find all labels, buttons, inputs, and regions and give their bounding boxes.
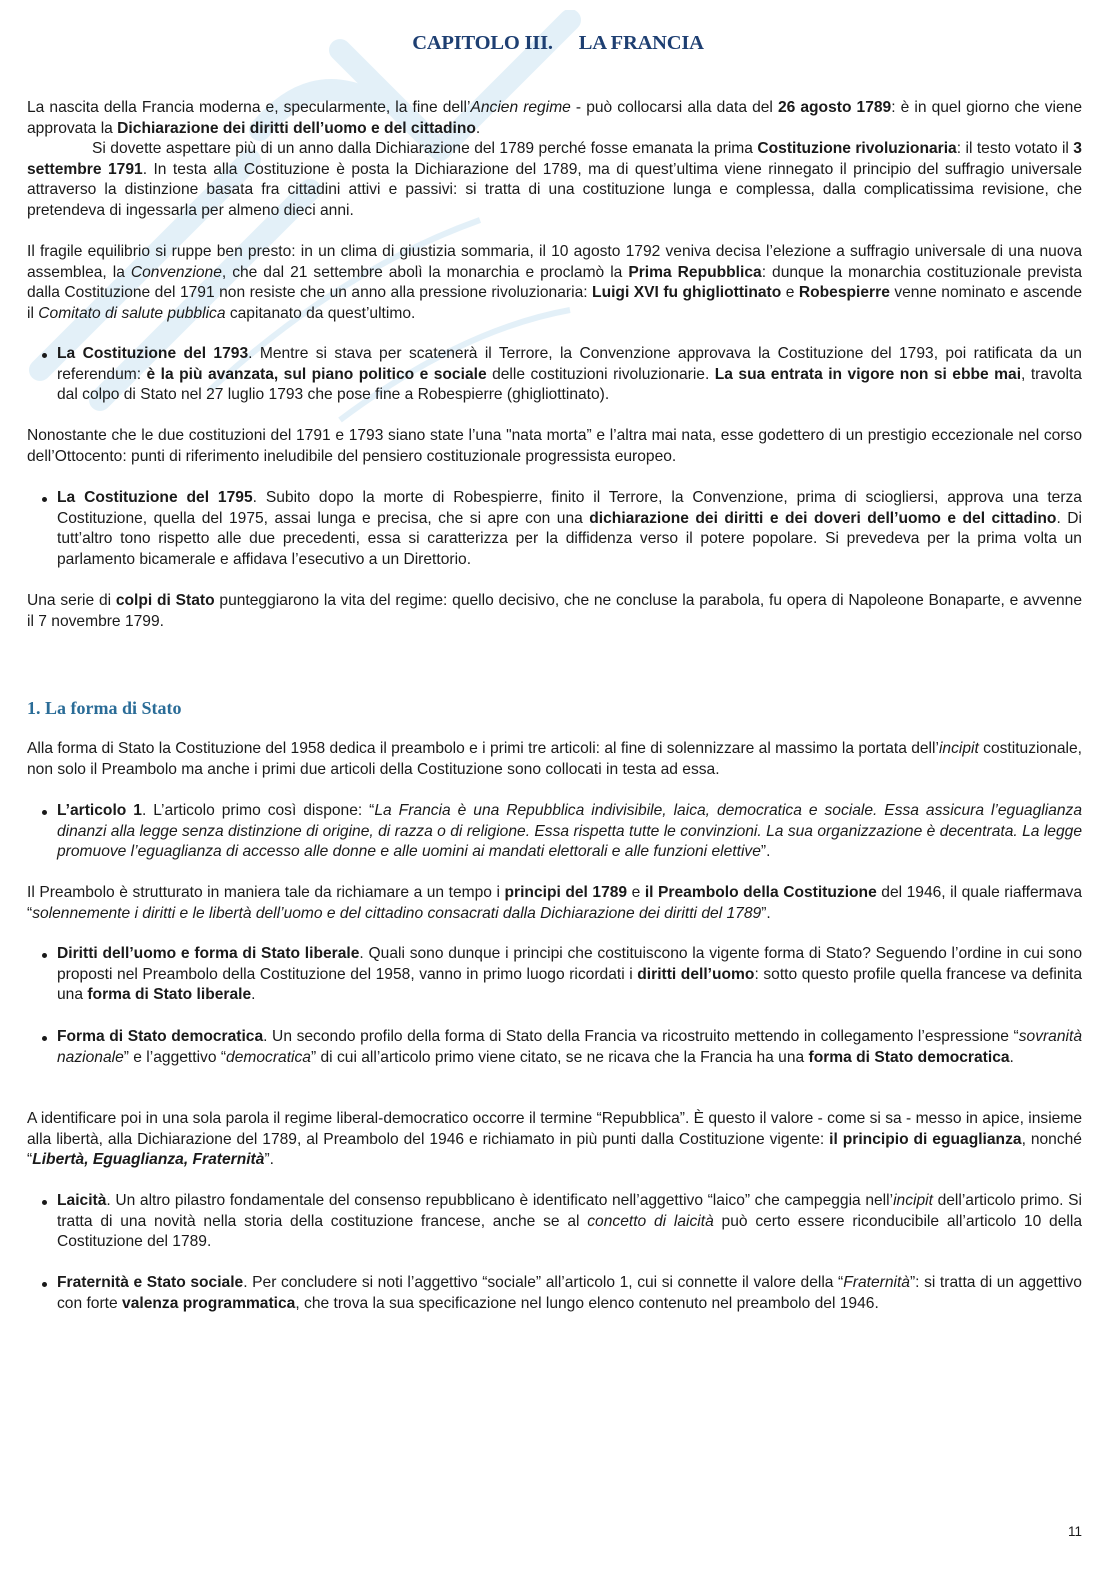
- text-run: La Costituzione del 1793: [57, 345, 249, 362]
- text-run: incipit: [938, 740, 979, 757]
- text-run: - può collocarsi alla data del: [570, 99, 778, 116]
- text-run: . Quali sono dunque i principi che costituiscono la vigente forma di Stato? Seguendo l’ordine in cui sono proposti nel Preambolo della Costituzione del 1958, vanno in primo luogo ricordati i: [57, 945, 1082, 983]
- text-run: ”.: [760, 843, 771, 861]
- text-run: Si dovette aspettare più di un anno dalla Dichiarazione del 1789 perché fosse emanata la prima: [92, 140, 758, 157]
- bullet-paragraph: [57, 944, 1082, 1006]
- text-run: Ancien regime: [470, 99, 571, 116]
- text-run: : dunque la monarchia costituzionale prevista dalla Costituzione del 1791 non resiste che un anno alla pressione rivoluzionaria:: [27, 263, 1083, 302]
- bullet-paragraph: [57, 344, 1082, 406]
- text-run: Comitato di salute pubblica: [38, 304, 226, 322]
- text-run: Fraternità: [843, 1274, 910, 1291]
- text-run: . Subito dopo la morte di Robespierre, finito il Terrore, la Convenzione, prima di sciogliersi, approva una terza Costituzione, quella del 1975, assai lunga e precisa, che si apre con una: [57, 489, 1082, 527]
- text-run: costituzionale, non solo il Preambolo ma anche i primi due articoli della Costituzione sono collocati in testa ad essa.: [27, 740, 1082, 778]
- paragraph: [27, 1109, 1082, 1171]
- text-run: Fraternità e Stato sociale: [57, 1274, 244, 1291]
- text-run: .: [475, 119, 481, 137]
- text-run: La Costituzione del 1795: [57, 489, 253, 506]
- text-run: dichiarazione dei diritti e dei doveri dell’uomo e del cittadino: [589, 509, 1057, 527]
- paragraph: [27, 98, 1082, 139]
- text-run: valenza programmatica: [122, 1294, 296, 1312]
- text-run: Robespierre: [798, 284, 890, 302]
- text-run: colpi di Stato: [115, 592, 215, 609]
- text-run: Nonostante che le due costituzioni del 1791 e 1793 siano state l’una "nata morta” e l’altra mai nata, esse godettero di un prestigio eccezionale nel corso dell’Ottocento: punti di riferimento ineludibile del pensiero costituzionale progressista europeo.: [27, 427, 1082, 465]
- bullet-paragraph: [57, 801, 1082, 863]
- text-run: .: [1009, 1048, 1014, 1066]
- text-run: .: [251, 986, 256, 1004]
- text-run: Dichiarazione dei diritti dell’uomo e del cittadino: [117, 119, 476, 137]
- text-run: 3 settembre 1791: [27, 140, 1082, 178]
- text-run: . Di tutt’altro tono rispetto alle due precedenti, essa si caratterizza per la diffidenza verso il potere popolare. Si prevedeva per la prima volta un parlamento bicamerale e affidava l’esecutivo a un Direttorio.: [57, 509, 1082, 568]
- text-run: Alla forma di Stato la Costituzione del 1958 dedica il preambolo e i primi tre articoli: al fine di solennizzare al massimo la portata dell’: [27, 740, 939, 757]
- text-run: delle costituzioni rivoluzionarie.: [486, 365, 715, 383]
- text-run: , che dal 21 settembre abolì la monarchia e proclamò la: [221, 263, 629, 281]
- text-run: L’articolo 1: [57, 802, 142, 819]
- text-run: , travolta dal colpo di Stato nel 27 luglio 1793 che pose fine a Robespierre (ghigliottinato).: [57, 365, 1082, 404]
- bullet-icon: [42, 353, 47, 358]
- text-run: Libertà, Eguaglianza, Fraternità: [32, 1151, 265, 1169]
- text-run: capitanato da quest’ultimo.: [225, 304, 416, 322]
- paragraph: [27, 739, 1082, 780]
- bullet-icon: [42, 497, 47, 502]
- text-run: ”.: [761, 904, 771, 922]
- text-run: venne nominato e ascende il: [27, 284, 1082, 322]
- text-run: è la più avanzata, sul piano politico e sociale: [146, 365, 487, 383]
- text-run: . Un secondo profilo della forma di Stato della Francia va ricostruito mettendo in collegamento l’espressione “: [263, 1028, 1019, 1045]
- text-run: Prima Repubblica: [628, 263, 762, 281]
- text-run: e: [627, 884, 645, 901]
- text-run: ”.: [264, 1151, 274, 1169]
- text-run: del 1946, il quale riaffermava “: [27, 884, 1083, 922]
- text-run: ”: si tratta di un aggettivo con forte: [57, 1274, 1082, 1312]
- bullet-icon: [42, 1282, 47, 1287]
- text-run: Convenzione: [130, 263, 222, 281]
- bullet-icon: [42, 1036, 47, 1041]
- text-run: forma di Stato liberale: [87, 986, 252, 1004]
- text-run: può certo essere riconducibile all’articolo 10 della Costituzione del 1789.: [57, 1212, 1083, 1251]
- text-run: La nascita della Francia moderna e, specularmente, la fine dell’: [27, 99, 471, 116]
- text-run: . Mentre si stava per scatenerà il Terrore, la Convenzione approvava la Costituzione del 1793, poi ratificata da un referendum:: [57, 345, 1082, 383]
- text-run: Luigi XVI fu ghigliottinato: [592, 284, 782, 302]
- text-run: sovranità nazionale: [57, 1028, 1082, 1066]
- text-run: solennemente i diritti e le libertà dell’uomo e del cittadino consacrati dalla Dichiarazione dei diritti del 1789: [32, 904, 762, 922]
- bullet-paragraph: [57, 1027, 1082, 1068]
- text-run: il principio di eguaglianza: [829, 1130, 1022, 1148]
- text-run: concetto di laicità: [587, 1212, 714, 1230]
- text-run: : sotto questo profile quella francese va definita una: [57, 965, 1082, 1004]
- chapter-name: LA FRANCIA: [578, 32, 704, 54]
- bullet-icon: [42, 1200, 47, 1205]
- text-run: ” di cui all’articolo primo viene citato, se ne ricava che la Francia ha una: [310, 1048, 809, 1066]
- text-run: dell’articolo primo. Si tratta di una novità nella storia della costituzione francese, anche se al: [57, 1192, 1082, 1230]
- text-run: democratica: [226, 1048, 311, 1066]
- text-run: il Preambolo della Costituzione: [644, 884, 877, 901]
- paragraph: [27, 139, 1082, 221]
- text-run: e: [781, 284, 799, 302]
- section-title: 1. La forma di Stato: [27, 698, 182, 718]
- text-run: . L’articolo primo così dispone: “: [141, 802, 375, 819]
- text-run: . Un altro pilastro fondamentale del consenso repubblicano è identificato nell’aggettivo “laico” che campeggia nell’: [106, 1192, 894, 1209]
- text-run: Laicità: [57, 1192, 107, 1209]
- bullet-icon: [42, 953, 47, 958]
- text-run: . In testa alla Costituzione è posta la Dichiarazione del 1789, ma di quest’ultima viene rinnegato il principio del suffragio universale attraverso la distinzione basata fra cittadini attivi e passivi: si tratta di una costituzione lunga e complessa, dalla complicatissima revisione, che pretendeva di ingessarla per almeno dieci anni.: [27, 160, 1082, 219]
- text-run: Diritti dell’uomo e forma di Stato liberale: [57, 945, 360, 962]
- text-run: Forma di Stato democratica: [57, 1028, 264, 1045]
- text-run: Una serie di: [27, 592, 116, 609]
- text-run: principi del 1789: [504, 884, 628, 901]
- text-run: forma di Stato democratica: [808, 1048, 1010, 1066]
- bullet-paragraph: [57, 488, 1082, 570]
- text-run: ” e l’aggettivo “: [123, 1048, 227, 1066]
- chapter-label: CAPITOLO III.: [412, 32, 553, 54]
- text-run: 26 agosto 1789: [777, 99, 892, 116]
- text-run: : il testo votato il: [956, 140, 1074, 157]
- text-run: , nonché “: [27, 1130, 1082, 1169]
- page-number: 11: [1067, 1524, 1082, 1539]
- paragraph: [27, 426, 1082, 467]
- text-run: Il fragile equilibrio si ruppe ben presto: in un clima di giustizia sommaria, il 10 agosto 1792 veniva decisa l’elezione a suffragio universale di una nuova assemblea, la: [27, 243, 1082, 281]
- paragraph: [27, 242, 1082, 324]
- text-run: Costituzione rivoluzionaria: [757, 140, 957, 157]
- text-run: punteggiarono la vita del regime: quello decisivo, che ne concluse la parabola, fu opera di Napoleone Bonaparte, e avvenne il 7 novembre 1799.: [27, 592, 1082, 630]
- text-run: La Francia è una Repubblica indivisibile, laica, democratica e sociale. Essa assicura l’eguaglianza dinanzi alla legge senza distinzione di origine, di razza o di religione. Essa rispetta tutte le convinzioni. La sua organizzazione è decentrata. La legge promuove l’eguaglianza di accesso alle donne e alle uomini ai mandati elettorali e alle funzioni elettive: [57, 802, 1082, 861]
- text-run: : è in quel giorno che viene approvata la: [27, 99, 1083, 137]
- text-run: La sua entrata in vigore non si ebbe mai: [714, 365, 1022, 383]
- text-run: diritti dell’uomo: [637, 965, 755, 983]
- bullet-icon: [42, 810, 47, 815]
- bullet-paragraph: [57, 1191, 1082, 1253]
- text-run: Il Preambolo è strutturato in maniera tale da richiamare a un tempo i: [27, 884, 505, 901]
- text-run: incipit: [893, 1192, 933, 1209]
- text-run: . Per concludere si noti l’aggettivo “sociale” all’articolo 1, cui si connette il valore della “: [243, 1274, 844, 1291]
- bullet-paragraph: [57, 1273, 1082, 1314]
- paragraph: [27, 883, 1082, 924]
- text-run: , che trova la sua specificazione nel lungo elenco contenuto nel preambolo del 1946.: [295, 1294, 879, 1312]
- paragraph: [27, 591, 1082, 632]
- text-run: A identificare poi in una sola parola il regime liberal-democratico occorre il termine “Repubblica”. È questo il valore - come si sa - messo in apice, insieme alla libertà, alla Dichiarazione del 1789, al Preambolo del 1946 e richiamato in più punti dalla Costituzione vigente:: [27, 1110, 1082, 1148]
- chapter-title: [0, 30, 1116, 56]
